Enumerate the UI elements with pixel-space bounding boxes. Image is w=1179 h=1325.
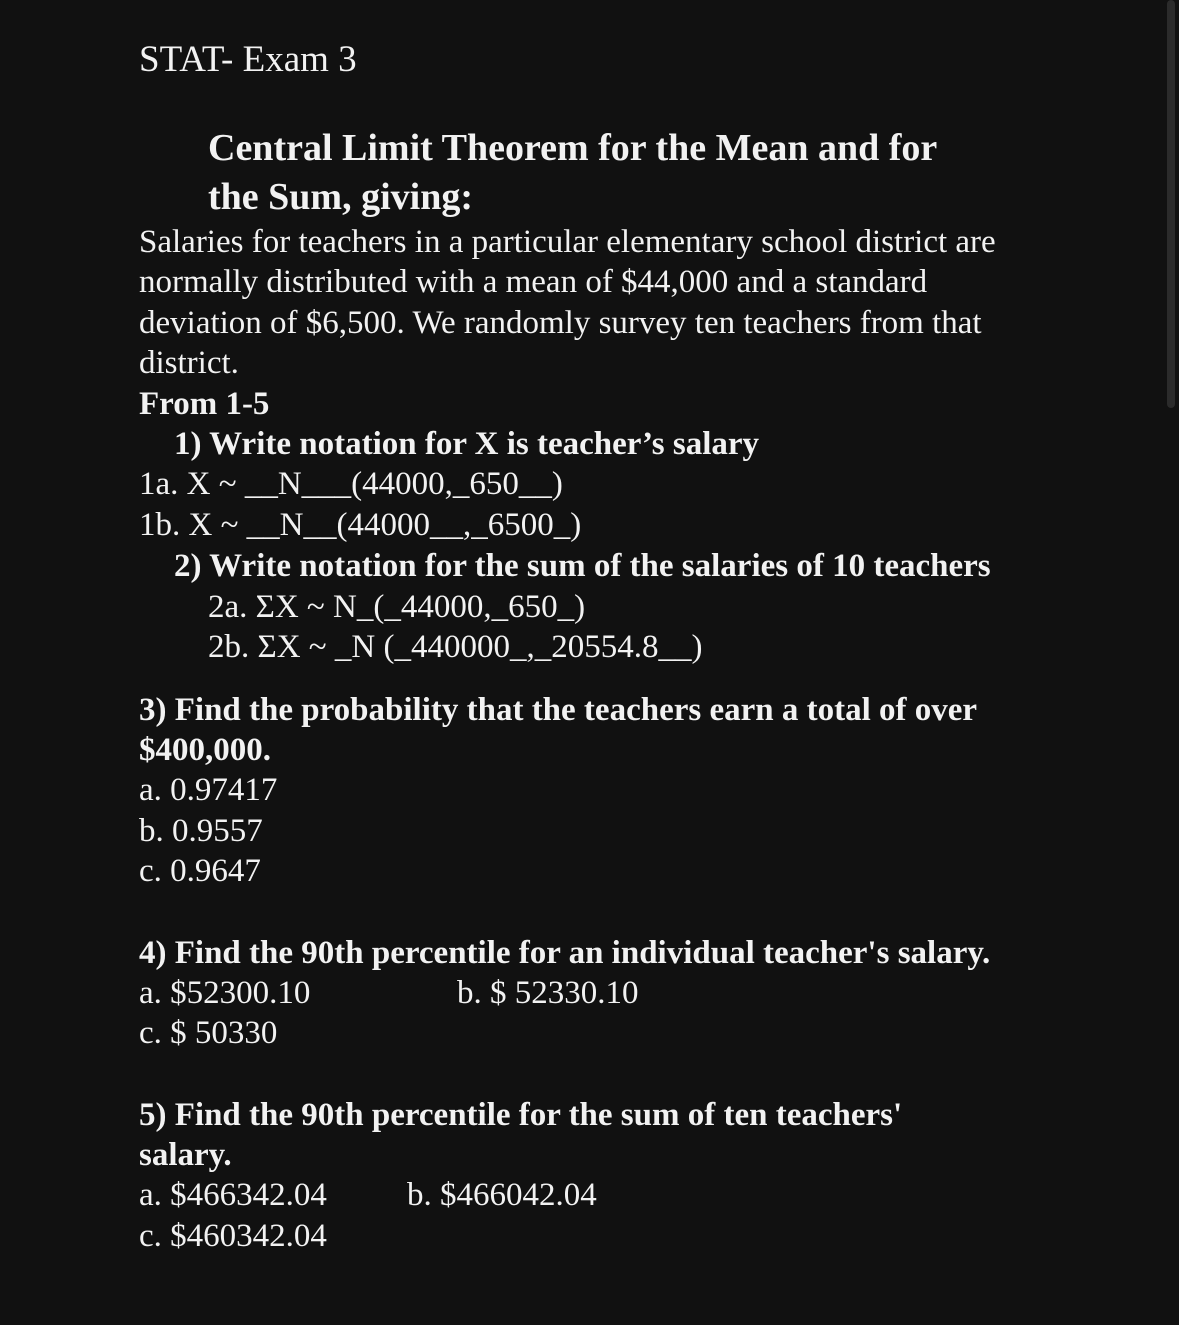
q5-prompt-line2: salary. [139, 1137, 232, 1173]
q3-option-c: c. 0.9647 [139, 853, 261, 889]
page-title: STAT- Exam 3 [139, 39, 357, 80]
q2-answer-a: 2a. ΣX ~ N_(_44000,_650_) [208, 589, 586, 625]
q1-answer-a: 1a. X ~ __N___(44000,_650__) [139, 466, 563, 502]
q1-answer-b: 1b. X ~ __N__(44000__,_6500_) [139, 507, 582, 543]
q4-prompt: 4) Find the 90th percentile for an individual teacher's salary. [139, 935, 991, 971]
section-heading-line2: the Sum, giving: [208, 176, 473, 218]
q4-option-c: c. $ 50330 [139, 1015, 278, 1051]
intro-line-2: normally distributed with a mean of $44,000 and a standard [139, 264, 928, 300]
section-heading-line1: Central Limit Theorem for the Mean and for [208, 127, 938, 169]
scrollbar-thumb[interactable] [1167, 0, 1175, 408]
intro-line-1: Salaries for teachers in a particular elementary school district are [139, 224, 996, 260]
q5-option-b: b. $466042.04 [407, 1177, 597, 1213]
vertical-scrollbar[interactable] [1163, 0, 1179, 1325]
q2-prompt: 2) Write notation for the sum of the salaries of 10 teachers [174, 548, 991, 584]
q1-prompt: 1) Write notation for X is teacher’s salary [174, 426, 760, 462]
q3-option-b: b. 0.9557 [139, 813, 263, 849]
q5-option-a: a. $466342.04 [139, 1177, 327, 1213]
q3-prompt-line2: $400,000. [139, 732, 271, 768]
q5-option-c: c. $460342.04 [139, 1218, 327, 1254]
range-label: From 1-5 [139, 386, 270, 422]
q3-prompt-line1: 3) Find the probability that the teachers earn a total of over [139, 692, 978, 728]
q4-option-b: b. $ 52330.10 [457, 975, 639, 1011]
q5-prompt-line1: 5) Find the 90th percentile for the sum of ten teachers' [139, 1097, 903, 1133]
q3-option-a: a. 0.97417 [139, 772, 278, 808]
q4-option-a: a. $52300.10 [139, 975, 311, 1011]
intro-line-4: district. [139, 345, 239, 381]
intro-line-3: deviation of $6,500. We randomly survey ten teachers from that [139, 305, 982, 341]
q2-answer-b: 2b. ΣX ~ _N (_440000_,_20554.8__) [208, 629, 703, 665]
